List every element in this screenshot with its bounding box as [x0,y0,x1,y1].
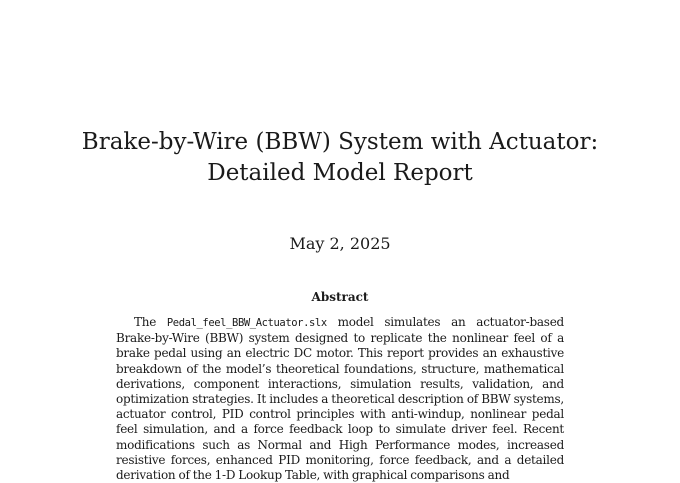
abstract-text: model simulates an actuator-based Brake-by-Wire (BBW) system designed to replicate the nonlinear feel of a brake pedal using an electric DC motor. This report provides an exhaustive breakdown of the model’s theoretical foundations, structure, mathematical derivations, component interactions, simulation results, validation, and optimization strategies. It includes a theoretical description of BBW systems, actuator control, PID control principles with anti-windup, nonlinear pedal feel simulation, and a force feedback loop to simulate driver feel. Recent modifications such as Normal and High Performance modes, increased resistive forces, enhanced PID monitoring, force feedback, and a detailed derivation of the 1-D Lookup Table, with graphical comparisons and [116,315,564,483]
abstract-body [116,315,564,483]
abstract-heading: Abstract [311,290,369,304]
paper-title [0,127,680,189]
paper-date: May 2, 2025 [289,234,391,253]
title-line-2: Detailed Model Report [207,160,473,186]
abstract-filename: Pedal_feel_BBW_Actuator.slx [166,317,327,329]
abstract-lead: The [134,315,167,329]
title-line-1: Brake-by-Wire (BBW) System with Actuator: [81,129,599,155]
